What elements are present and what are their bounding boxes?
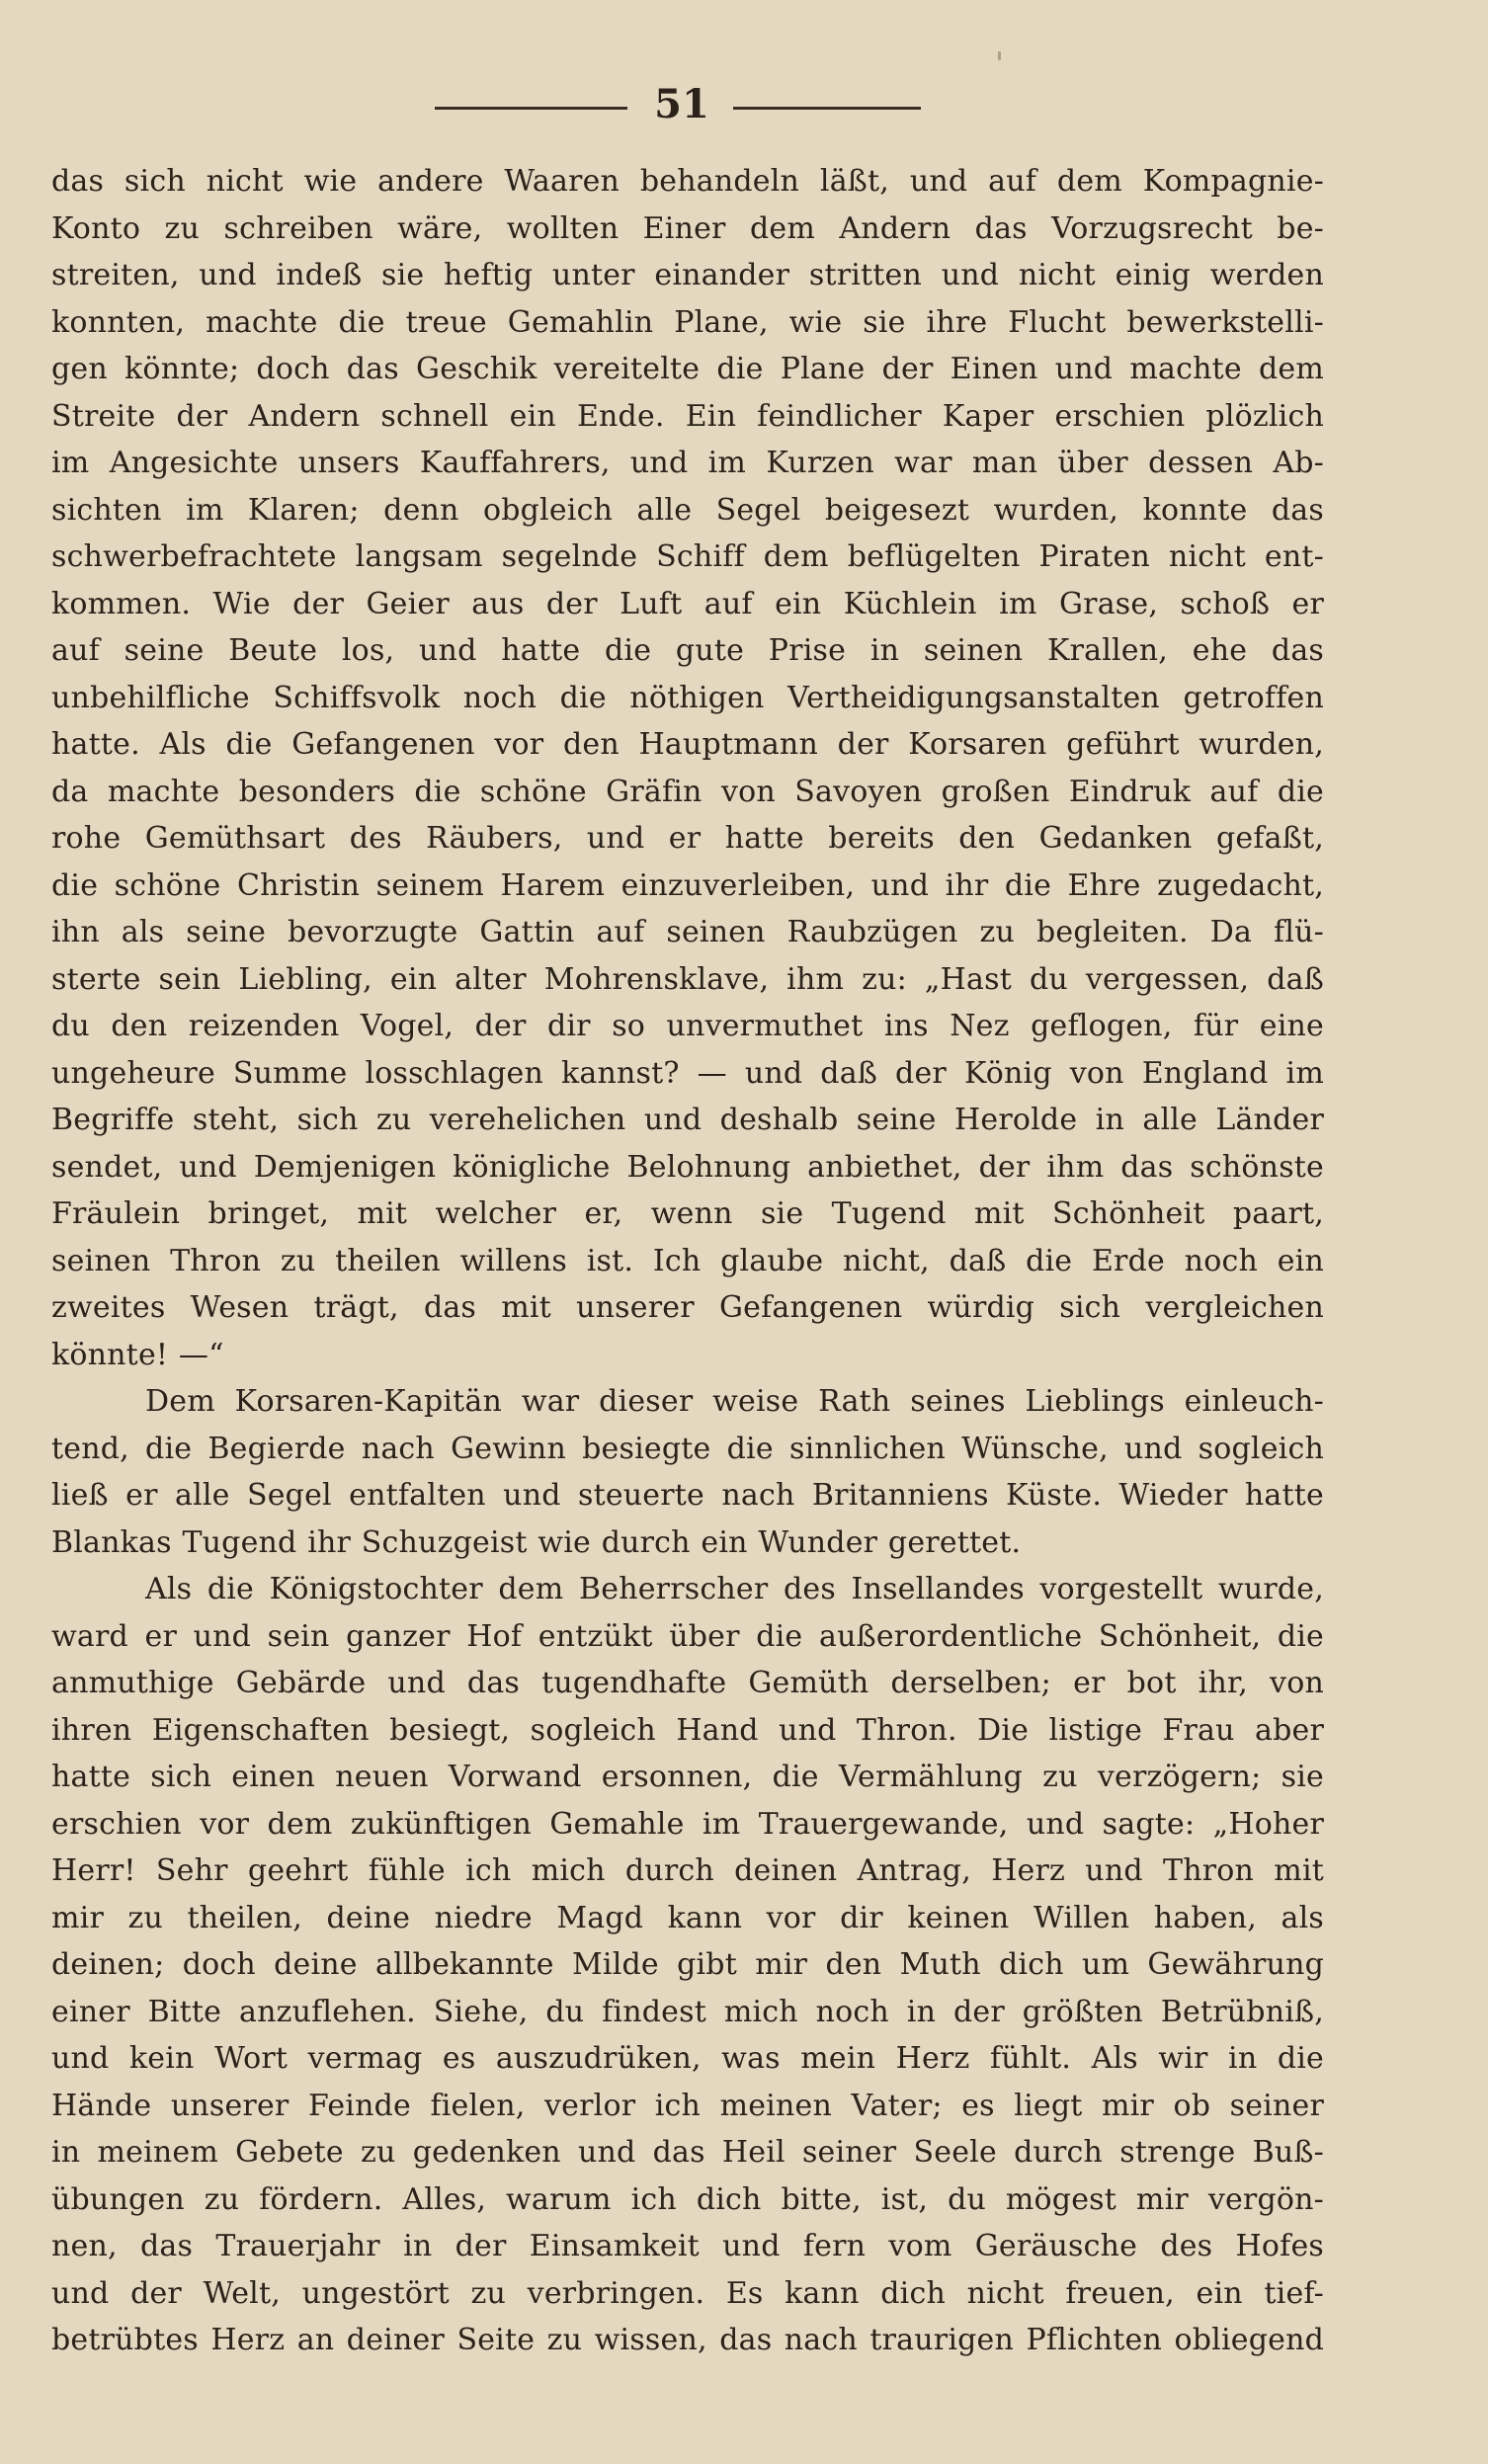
text-line: ihren Eigenschaften besiegt, sogleich Hand und Thron. Die listige Frau aber [51, 1712, 1324, 1748]
text-line: mir zu theilen, deine niedre Magd kann vor dir keinen Willen haben, als [51, 1900, 1324, 1935]
text-line: erschien vor dem zukünftigen Gemahle im Trauergewande, und sagte: „Hoher [51, 1806, 1324, 1842]
text-line: ließ er alle Segel entfalten und steuerte nach Britanniens Küste. Wieder hatte [51, 1478, 1324, 1513]
text-line: ungeheure Summe losschlagen kannst? — und daß der König von England im [51, 1055, 1324, 1091]
text-line: nen, das Trauerjahr in der Einsamkeit und fern vom Geräusche des Hofes [51, 2229, 1324, 2263]
text-line: du den reizenden Vogel, der dir so unvermuthet ins Nez geflogen, für eine [51, 1009, 1324, 1043]
text-line: Hände unserer Feinde fielen, verlor ich meinen Vater; es liegt mir ob seiner [51, 2088, 1324, 2123]
text-line: das sich nicht wie andere Waaren behandeln läßt, und auf dem Kompagnie- [51, 164, 1324, 199]
text-line: ward er und sein ganzer Hof entzükt über die außerordentliche Schönheit, die [51, 1618, 1324, 1654]
text-line: und kein Wort vermag es auszudrüken, was mein Herz fühlt. Als wir in die [51, 2041, 1324, 2076]
text-line: deinen; doch deine allbekannte Milde gibt mir den Muth dich um Gewährung [51, 1947, 1324, 1982]
text-line: auf seine Beute los, und hatte die gute Prise in seinen Krallen, ehe das [51, 633, 1324, 668]
text-line: Begriffe steht, sich zu verehelichen und deshalb seine Herolde in alle Länder [51, 1103, 1324, 1137]
text-line: schwerbefrachtete langsam segelnde Schiff dem beflügelten Piraten nicht ent- [51, 539, 1324, 574]
text-line: im Angesichte unsers Kauffahrers, und im Kurzen war man über dessen Ab- [51, 446, 1324, 480]
text-line: Herr! Sehr geehrt fühle ich mich durch deinen Antrag, Herz und Thron mit [51, 1853, 1324, 1888]
text-line: hatte. Als die Gefangenen vor den Hauptmann der Korsaren geführt wurden, [51, 727, 1324, 762]
text-line-paragraph-end: Blankas Tugend ihr Schuzgeist wie durch ein Wunder gerettet. [51, 1524, 1022, 1560]
text-line: übungen zu fördern. Alles, warum ich dich bitte, ist, du mögest mir vergön- [51, 2181, 1324, 2217]
text-line: sendet, und Demjenigen königliche Belohnung anbiethet, der ihm das schönste [51, 1149, 1324, 1185]
text-line: zweites Wesen trägt, das mit unserer Gefangenen würdig sich vergleichen [51, 1290, 1324, 1325]
text-line-paragraph-start: Dem Korsaren-Kapitän war dieser weise Rath seines Lieblings einleuch- [145, 1384, 1324, 1419]
header-rule-left [435, 107, 627, 110]
text-line: hatte sich einen neuen Vorwand ersonnen, die Vermählung zu verzögern; sie [51, 1760, 1324, 1794]
text-line: tend, die Begierde nach Gewinn besiegte die sinnlichen Wünsche, und sogleich [51, 1431, 1324, 1466]
header-rule-right [733, 107, 921, 110]
text-line-paragraph-start: Als die Königstochter dem Beherrscher des Insellandes vorgestellt wurde, [145, 1572, 1324, 1606]
text-line: anmuthige Gebärde und das tugendhafte Gemüth derselben; er bot ihr, von [51, 1666, 1324, 1700]
text-line: in meinem Gebete zu gedenken und das Heil seiner Seele durch strenge Buß- [51, 2135, 1324, 2170]
text-line: sichten im Klaren; denn obgleich alle Segel beigesezt wurden, konnte das [51, 492, 1324, 528]
text-line: betrübtes Herz an deiner Seite zu wissen, das nach traurigen Pflichten obliegend [51, 2323, 1324, 2357]
text-line: unbehilfliche Schiffsvolk noch die nöthigen Vertheidigungsanstalten getroffen [51, 680, 1324, 715]
text-line: Konto zu schreiben wäre, wollten Einer dem Andern das Vorzugsrecht be- [51, 210, 1324, 246]
text-line: konnten, machte die treue Gemahlin Plane, wie sie ihre Flucht bewerkstelli- [51, 304, 1324, 340]
text-line: gen könnte; doch das Geschik vereitelte die Plane der Einen und machte dem [51, 352, 1324, 386]
text-line: Streite der Andern schnell ein Ende. Ein feindlicher Kaper erschien plözlich [51, 398, 1324, 434]
body-text [51, 158, 1324, 2364]
text-line: da machte besonders die schöne Gräfin von Savoyen großen Eindruk auf die [51, 774, 1324, 809]
text-line: die schöne Christin seinem Harem einzuverleiben, und ihr die Ehre zugedacht, [51, 867, 1324, 903]
text-line: sterte sein Liebling, ein alter Mohrensklave, ihm zu: „Hast du vergessen, daß [51, 961, 1324, 997]
text-line: ihn als seine bevorzugte Gattin auf seinen Raubzügen zu begleiten. Da flü- [51, 915, 1324, 949]
page-header [0, 77, 1488, 136]
page-number: 51 [654, 81, 709, 127]
paper-speck [998, 51, 1001, 60]
text-line: und der Welt, ungestört zu verbringen. Es kann dich nicht freuen, ein tief- [51, 2275, 1324, 2311]
text-line: streiten, und indeß sie heftig unter einander stritten und nicht einig werden [51, 258, 1324, 292]
text-line: Fräulein bringet, mit welcher er, wenn sie Tugend mit Schönheit paart, [51, 1196, 1324, 1231]
text-line: kommen. Wie der Geier aus der Luft auf ein Küchlein im Grase, schoß er [51, 586, 1324, 621]
text-line: seinen Thron zu theilen willens ist. Ich glaube nicht, daß die Erde noch ein [51, 1243, 1324, 1278]
text-line: einer Bitte anzuflehen. Siehe, du findest mich noch in der größten Betrübniß, [51, 1994, 1324, 2029]
text-line-paragraph-end: könnte! —“ [51, 1337, 224, 1372]
text-line: rohe Gemüthsart des Räubers, und er hatte bereits den Gedanken gefaßt, [51, 821, 1324, 856]
